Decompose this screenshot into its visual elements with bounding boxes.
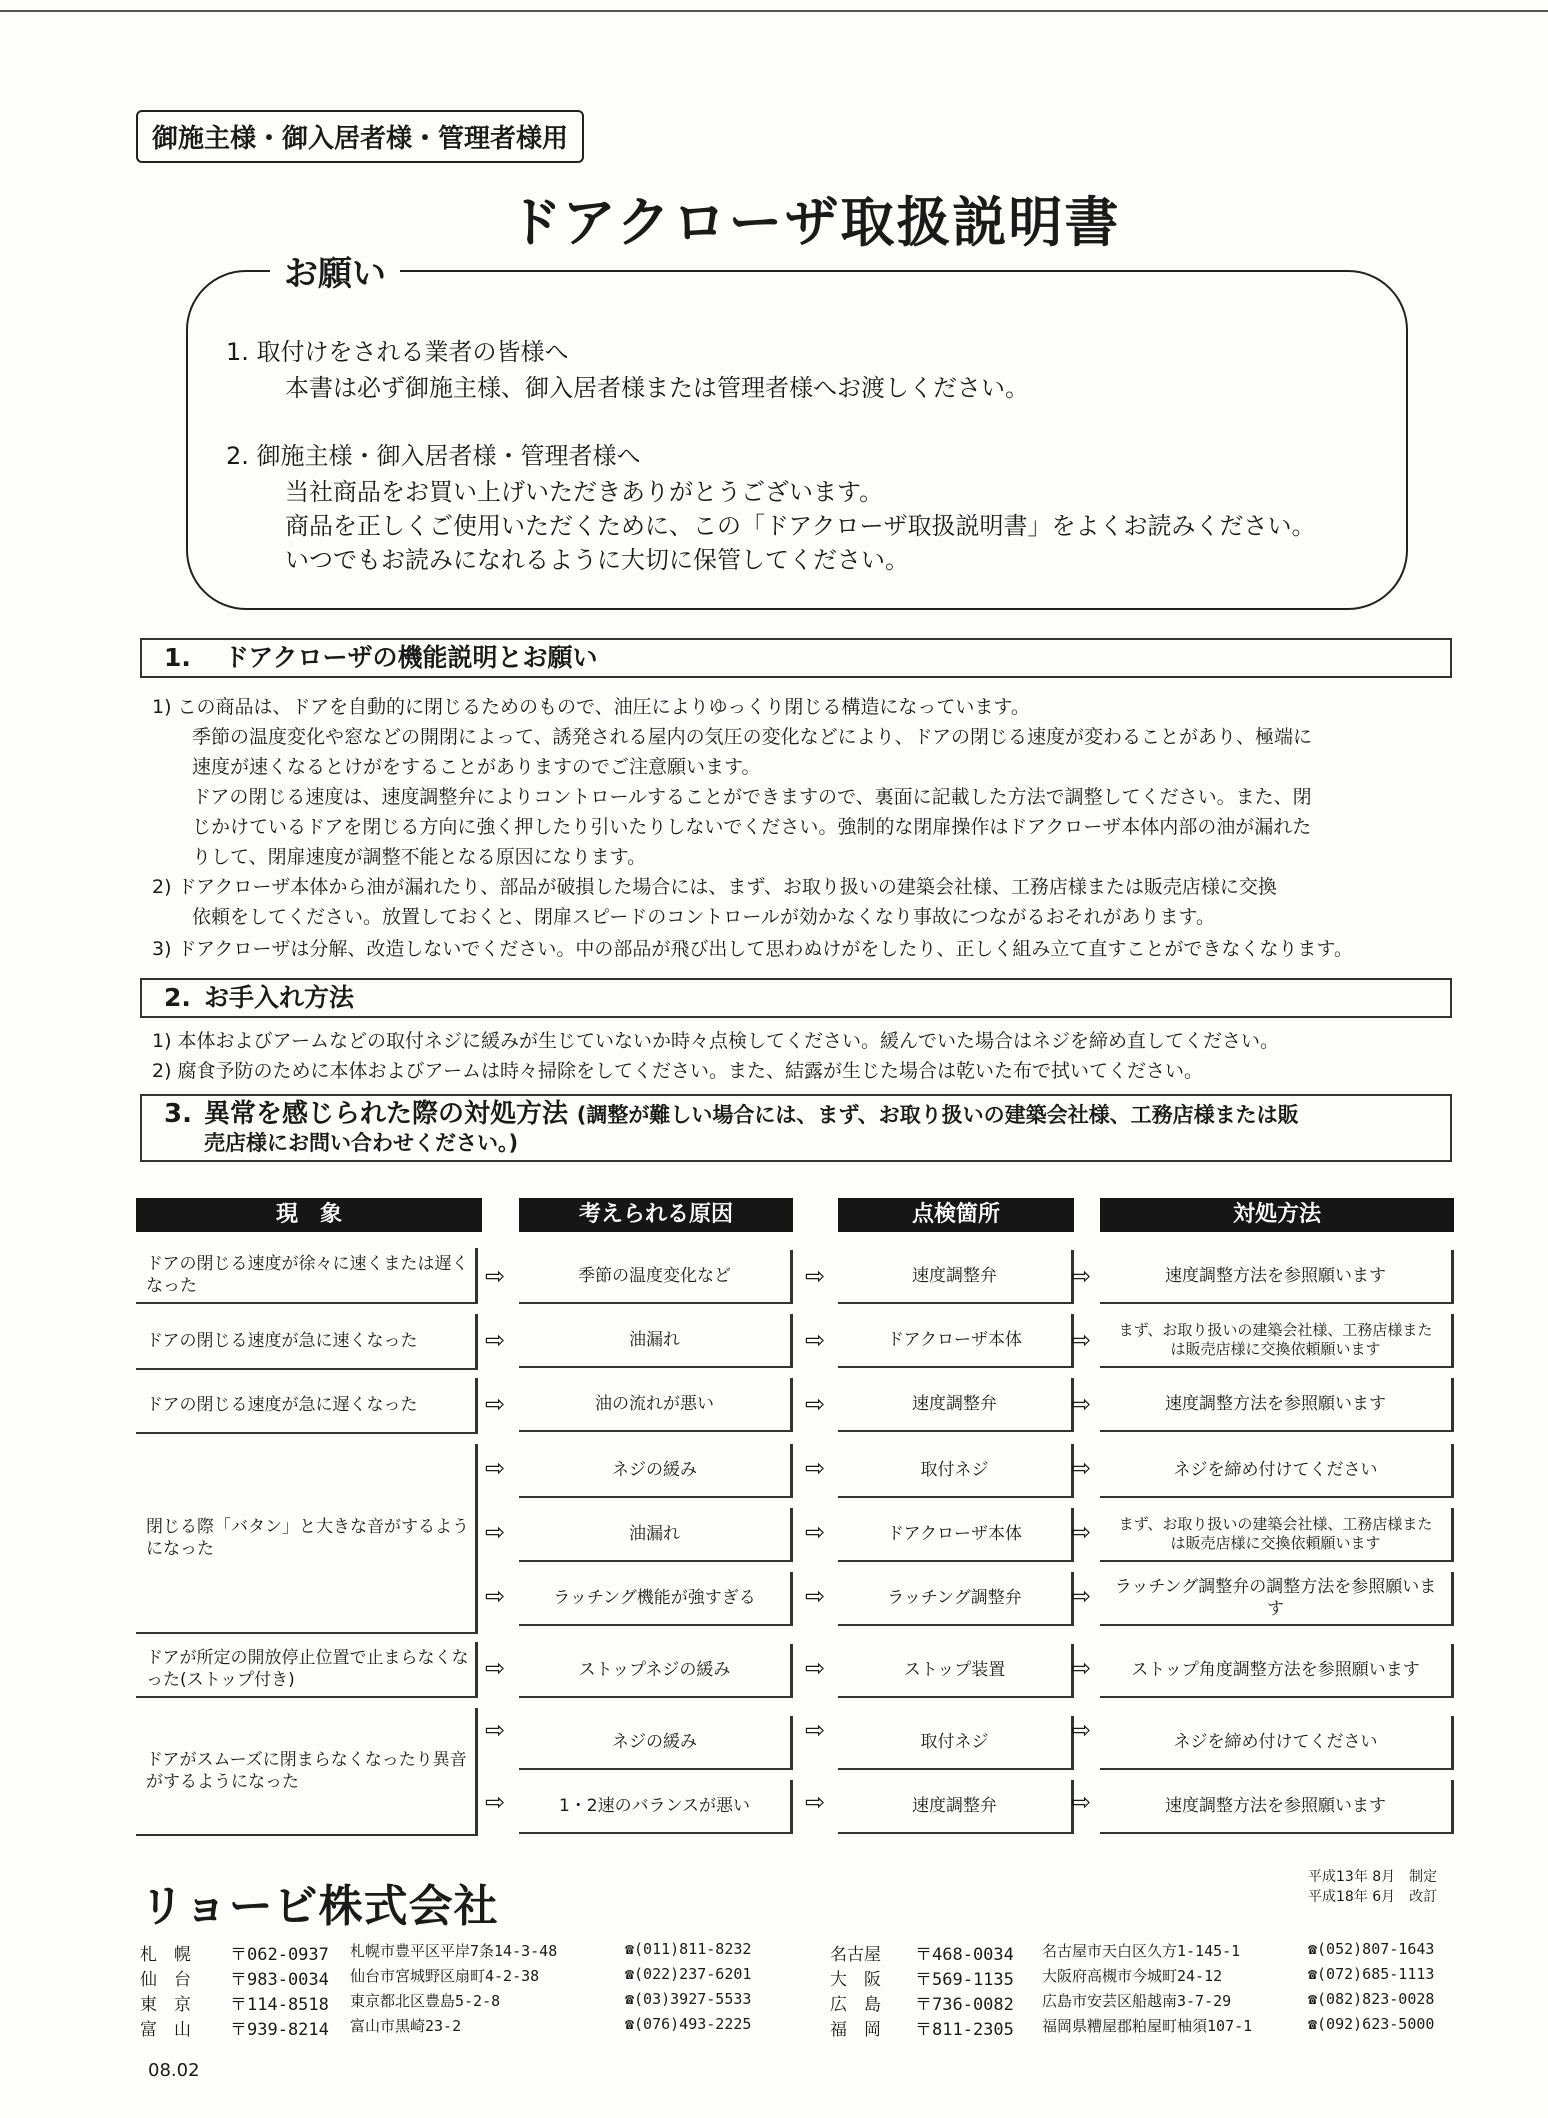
remedy-cell: ストップ角度調整方法を参照願います: [1100, 1644, 1454, 1698]
request-heading: お願い: [270, 246, 400, 295]
section-2-line: 1) 本体およびアームなどの取付ネジに緩みが生じていないか時々点検してください。緩んでいた場合はネジを締め直してください。: [152, 1030, 1279, 1052]
check-cell: 取付ネジ: [838, 1716, 1074, 1770]
section-1-header: [140, 638, 1452, 678]
arrow-icon: ⇨: [804, 1788, 826, 1816]
arrow-icon: ⇨: [804, 1326, 826, 1354]
section-2-title: お手入れ方法: [204, 983, 355, 1012]
request-line: 2. 御施主様・御入居者様・管理者様へ: [226, 442, 641, 470]
cause-cell: 季節の温度変化など: [519, 1250, 793, 1304]
remedy-cell: ネジを締め付けてください: [1100, 1716, 1454, 1770]
symptom-cell: ドアが所定の開放停止位置で止まらなくなった(ストップ付き): [136, 1642, 478, 1698]
section-1-line: 3) ドアクローザは分解、改造しないでください。中の部品が飛び出して思わぬけがをしたり、正しく組み立て直すことができなくなります。: [152, 938, 1353, 960]
arrow-icon: ⇨: [804, 1716, 826, 1744]
check-cell: 速度調整弁: [838, 1780, 1074, 1834]
company-name: リョービ株式会社: [140, 1881, 499, 1932]
arrow-icon: ⇨: [1070, 1262, 1092, 1290]
symptom-cell: ドアがスムーズに閉まらなくなったり異音がするようになった: [136, 1708, 478, 1836]
arrow-icon: ⇨: [484, 1390, 506, 1418]
arrow-icon: ⇨: [484, 1582, 506, 1610]
arrow-icon: ⇨: [1070, 1716, 1092, 1744]
document-code: 08.02: [148, 2060, 200, 2081]
request-line: 商品を正しくご使用いただくために、この「ドアクローザ取扱説明書」をよくお読みください。: [285, 512, 1316, 540]
remedy-cell: 速度調整方法を参照願います: [1100, 1250, 1454, 1304]
request-line: いつでもお読みになれるように大切に保管してください。: [285, 546, 909, 574]
section-3-note: (調整が難しい場合には、まず、お取り扱いの建築会社様、工務店様または販: [576, 1103, 1299, 1127]
arrow-icon: ⇨: [484, 1716, 506, 1744]
arrow-icon: ⇨: [1070, 1788, 1092, 1816]
request-line: 当社商品をお買い上げいただきありがとうございます。: [285, 478, 884, 506]
section-1-line: 1) この商品は、ドアを自動的に閉じるためのもので、油圧によりゆっくり閉じる構造になっています。: [152, 696, 1030, 718]
remedy-cell: 速度調整方法を参照願います: [1100, 1780, 1454, 1834]
section-1-title: ドアクローザの機能説明とお願い: [224, 643, 598, 672]
cause-cell: ネジの緩み: [519, 1444, 793, 1498]
section-1-line: ドアの閉じる速度は、速度調整弁によりコントロールすることができますので、裏面に記載した方法で調整してください。また、閉: [192, 786, 1312, 808]
section-1-line: 依頼をしてください。放置しておくと、閉扉スピードのコントロールが効かなくなり事故につながるおそれがあります。: [192, 906, 1215, 928]
arrow-icon: ⇨: [484, 1262, 506, 1290]
section-2-header: [140, 978, 1452, 1018]
section-1-line: 季節の温度変化や窓などの開閉によって、誘発される屋内の気圧の変化などにより、ドアの閉じる速度が変わることがあり、極端に: [192, 726, 1313, 748]
check-cell: ラッチング調整弁: [838, 1572, 1074, 1626]
section-3-note: 売店様にお問い合わせください。): [204, 1131, 519, 1155]
page-title: ドアクローザ取扱説明書: [507, 191, 1121, 254]
arrow-icon: ⇨: [484, 1788, 506, 1816]
arrow-icon: ⇨: [484, 1518, 506, 1546]
cause-cell: 1・2速のバランスが悪い: [519, 1780, 793, 1834]
audience-label: 御施主様・御入居者様・管理者様用: [136, 110, 584, 163]
check-cell: ドアクローザ本体: [838, 1508, 1074, 1562]
remedy-cell: 速度調整方法を参照願います: [1100, 1378, 1454, 1432]
section-1-line: じかけているドアを閉じる方向に強く押したり引いたりしないでください。強制的な閉扉操作はドアクローザ本体内部の油が漏れた: [192, 816, 1312, 838]
cause-cell: ストップネジの緩み: [519, 1644, 793, 1698]
section-2-line: 2) 腐食予防のために本体およびアームは時々掃除をしてください。また、結露が生じた場合は乾いた布で拭いてください。: [152, 1060, 1203, 1082]
symptom-cell: ドアの閉じる速度が急に速くなった: [136, 1314, 478, 1370]
revision-date: 平成18年 6月 改訂: [1308, 1889, 1438, 1905]
arrow-icon: ⇨: [1070, 1390, 1092, 1418]
section-1-number: 1.: [164, 643, 191, 672]
cause-cell: 油漏れ: [519, 1508, 793, 1562]
arrow-icon: ⇨: [804, 1518, 826, 1546]
symptom-cell: ドアの閉じる速度が急に遅くなった: [136, 1378, 478, 1434]
arrow-icon: ⇨: [484, 1454, 506, 1482]
cause-cell: ラッチング機能が強すぎる: [519, 1572, 793, 1626]
symptom-cell: 閉じる際「バタン」と大きな音がするようになった: [136, 1444, 478, 1634]
section-3-header: [140, 1094, 1452, 1162]
check-cell: ストップ装置: [838, 1644, 1074, 1698]
column-header-symptom: 現 象: [136, 1198, 482, 1232]
remedy-cell: ラッチング調整弁の調整方法を参照願います: [1100, 1572, 1454, 1626]
remedy-cell: まず、お取り扱いの建築会社様、工務店様または販売店様に交換依頼願います: [1100, 1314, 1454, 1368]
remedy-cell: まず、お取り扱いの建築会社様、工務店様または販売店様に交換依頼願います: [1100, 1508, 1454, 1562]
section-3-title: 異常を感じられた際の対処方法: [204, 1099, 569, 1129]
arrow-icon: ⇨: [804, 1454, 826, 1482]
section-1-line: 速度が速くなるとけがをすることがありますのでご注意願います。: [192, 756, 761, 778]
arrow-icon: ⇨: [484, 1326, 506, 1354]
arrow-icon: ⇨: [1070, 1654, 1092, 1682]
remedy-cell: ネジを締め付けてください: [1100, 1444, 1454, 1498]
scan-edge-line: [0, 10, 1548, 12]
section-3-number: 3.: [164, 1099, 192, 1129]
cause-cell: 油漏れ: [519, 1314, 793, 1368]
symptom-cell: ドアの閉じる速度が徐々に速くまたは遅くなった: [136, 1248, 478, 1304]
cause-cell: ネジの緩み: [519, 1716, 793, 1770]
arrow-icon: ⇨: [804, 1262, 826, 1290]
check-cell: ドアクローザ本体: [838, 1314, 1074, 1368]
request-line: 本書は必ず御施主様、御入居者様または管理者様へお渡しください。: [285, 374, 1029, 402]
section-1-line: 2) ドアクローザ本体から油が漏れたり、部品が破損した場合には、まず、お取り扱いの建築会社様、工務店様または販売店様に交換: [152, 876, 1277, 898]
check-cell: 速度調整弁: [838, 1250, 1074, 1304]
check-cell: 速度調整弁: [838, 1378, 1074, 1432]
arrow-icon: ⇨: [1070, 1326, 1092, 1354]
arrow-icon: ⇨: [1070, 1454, 1092, 1482]
arrow-icon: ⇨: [804, 1654, 826, 1682]
check-cell: 取付ネジ: [838, 1444, 1074, 1498]
column-header-remedy: 対処方法: [1100, 1198, 1454, 1232]
column-header-cause: 考えられる原因: [519, 1198, 793, 1232]
arrow-icon: ⇨: [804, 1582, 826, 1610]
section-2-number: 2.: [164, 983, 191, 1012]
revision-date: 平成13年 8月 制定: [1308, 1869, 1438, 1885]
cause-cell: 油の流れが悪い: [519, 1378, 793, 1432]
arrow-icon: ⇨: [484, 1654, 506, 1682]
arrow-icon: ⇨: [804, 1390, 826, 1418]
arrow-icon: ⇨: [1070, 1518, 1092, 1546]
request-line: 1. 取付けをされる業者の皆様へ: [226, 338, 569, 366]
column-header-check: 点検箇所: [838, 1198, 1074, 1232]
section-1-line: りして、閉扉速度が調整不能となる原因になります。: [192, 846, 647, 868]
arrow-icon: ⇨: [1070, 1582, 1092, 1610]
